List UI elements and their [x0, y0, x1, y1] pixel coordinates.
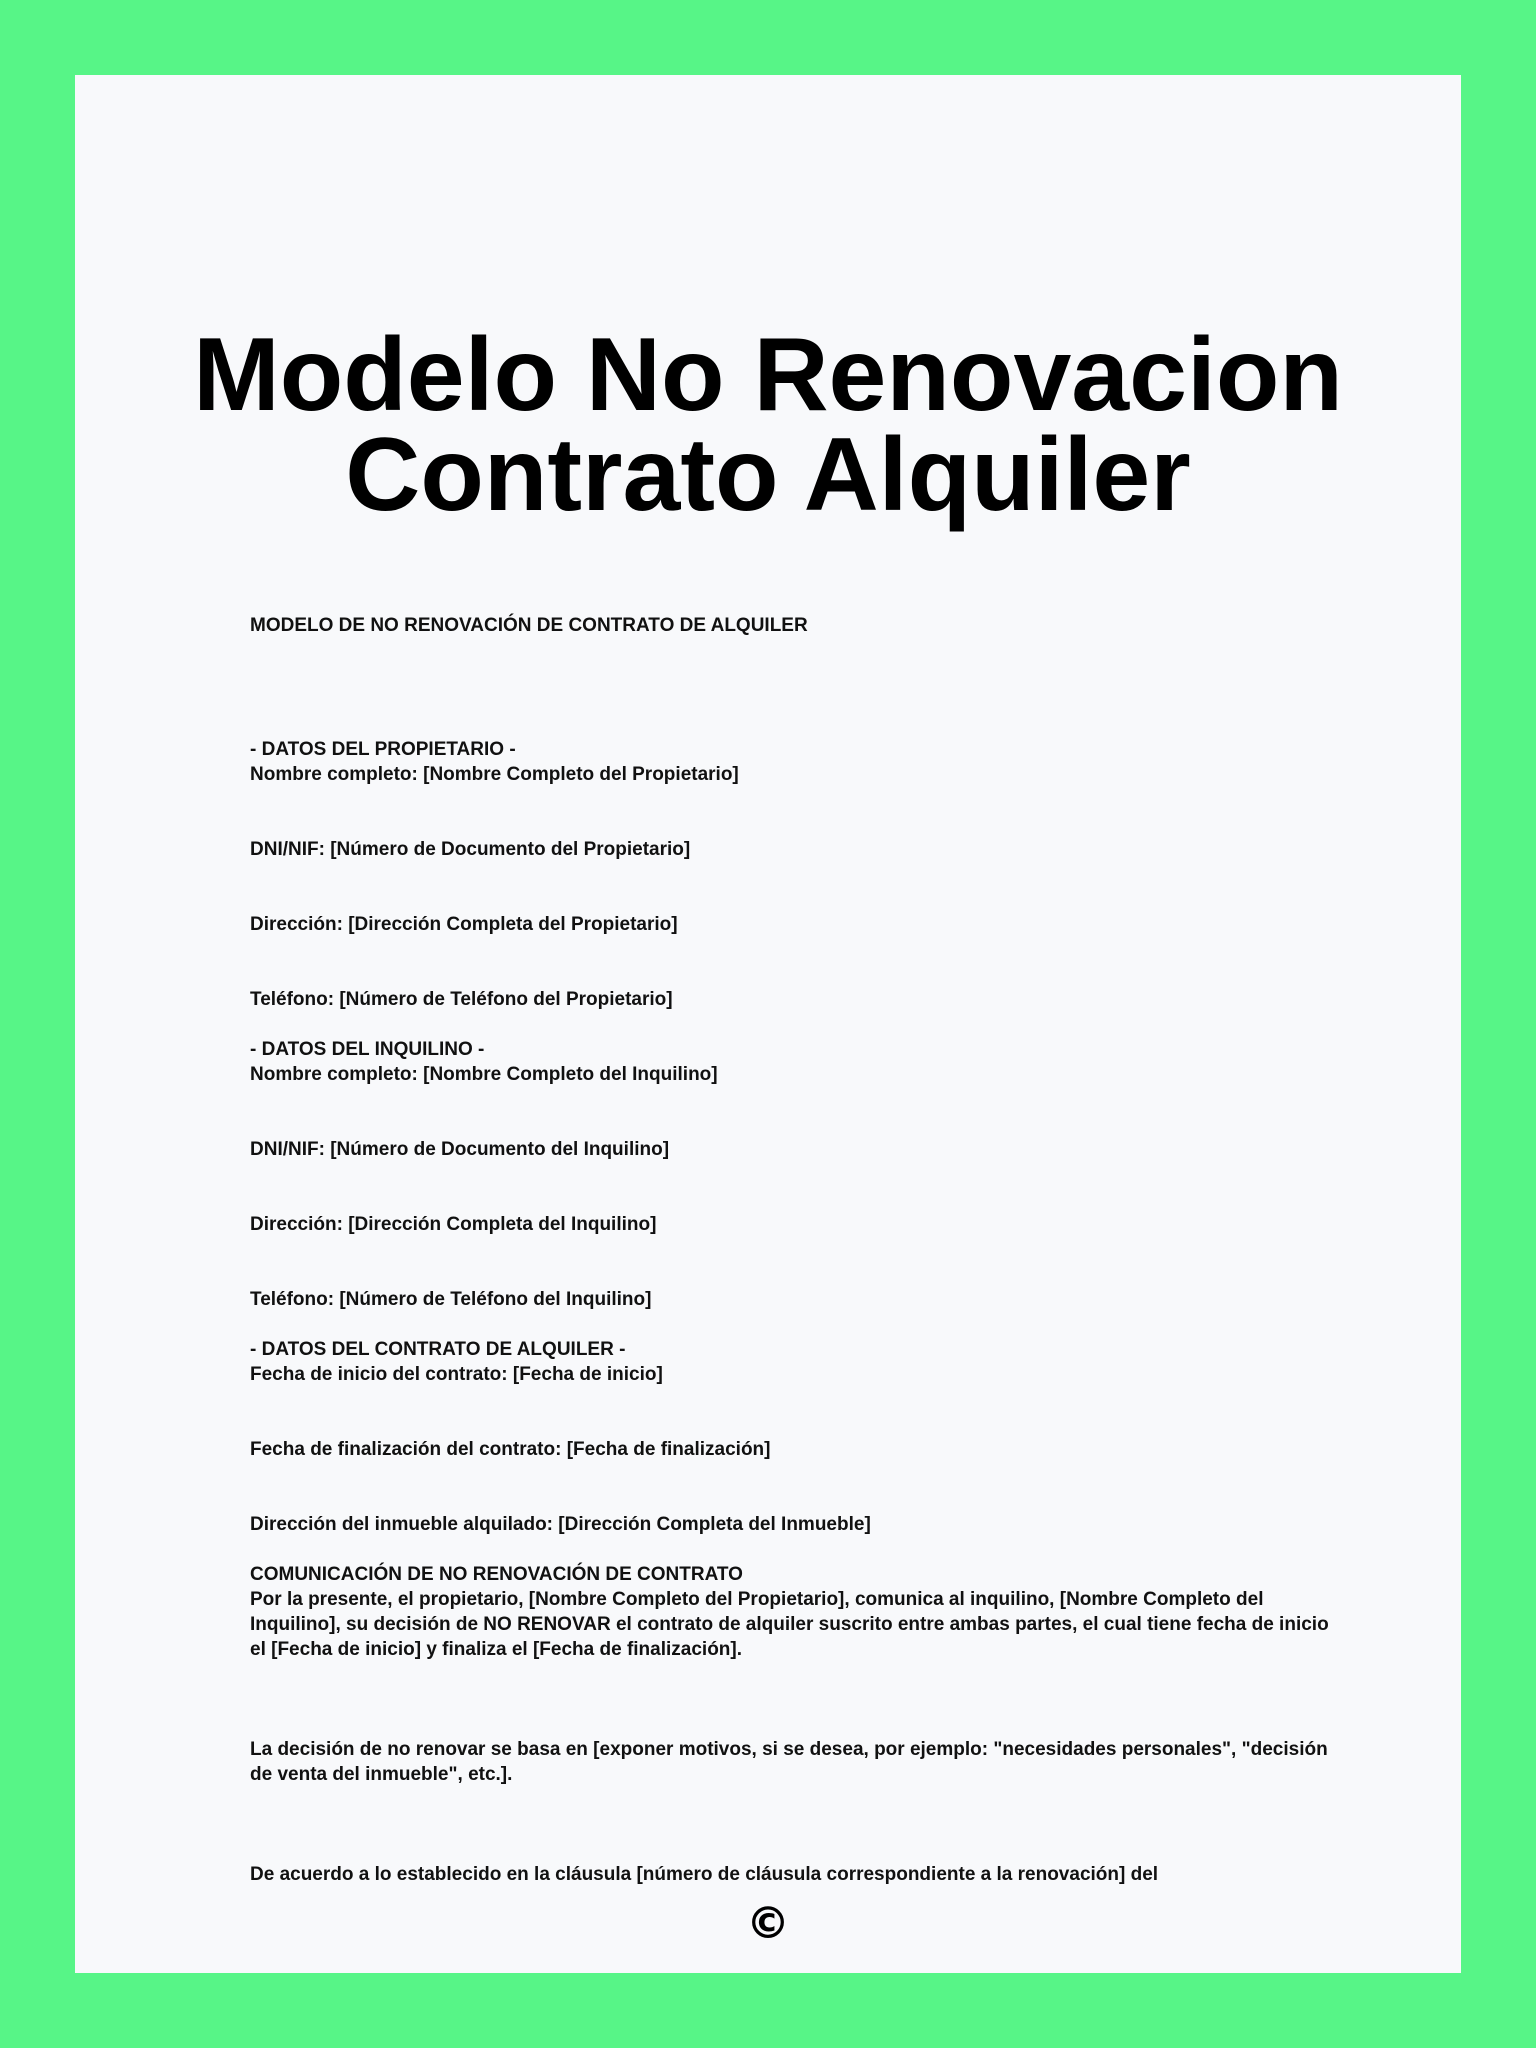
tenant-name: Nombre completo: [Nombre Completo del Inquilino]: [250, 1064, 718, 1085]
tenant-section-title: - DATOS DEL INQUILINO -: [250, 1039, 485, 1060]
title-line-1: Modelo No Renovacion: [193, 317, 1343, 433]
notice-paragraph-3: De acuerdo a lo establecido en la cláusula [número de cláusula correspondiente a la renovación] del: [250, 1864, 1159, 1885]
document-page: [75, 75, 1461, 1973]
notice-paragraph-2: La decisión de no renovar se basa en [exponer motivos, si se desea, por ejemplo: "necesidades personales", "decisión de venta del inmueble", etc.].: [250, 1739, 1328, 1785]
tenant-phone: Teléfono: [Número de Teléfono del Inquilino]: [250, 1289, 652, 1310]
contract-section-title: - DATOS DEL CONTRATO DE ALQUILER -: [250, 1339, 626, 1360]
owner-phone: Teléfono: [Número de Teléfono del Propietario]: [250, 989, 673, 1010]
contract-start-date: Fecha de inicio del contrato: [Fecha de inicio]: [250, 1364, 663, 1385]
contract-property-address: Dirección del inmueble alquilado: [Dirección Completa del Inmueble]: [250, 1514, 871, 1535]
owner-id: DNI/NIF: [Número de Documento del Propietario]: [250, 839, 691, 860]
owner-name: Nombre completo: [Nombre Completo del Propietario]: [250, 764, 739, 785]
notice-section-title: COMUNICACIÓN DE NO RENOVACIÓN DE CONTRATO: [250, 1564, 743, 1585]
owner-address: Dirección: [Dirección Completa del Propietario]: [250, 914, 678, 935]
tenant-id: DNI/NIF: [Número de Documento del Inquilino]: [250, 1139, 670, 1160]
copyright-icon: ©: [746, 1898, 790, 1949]
owner-section-title: - DATOS DEL PROPIETARIO -: [250, 739, 516, 760]
title-line-2: Contrato Alquiler: [345, 417, 1191, 533]
notice-paragraph-1: Por la presente, el propietario, [Nombre Completo del Propietario], comunica al inquilino, [Nombre Completo del Inquilino], su decisión de NO RENOVAR el contrato de alquiler suscrito entre ambas partes, el cual tiene fecha de inicio el [Fecha de inicio] y finaliza el [Fecha de finalización].: [250, 1589, 1329, 1660]
tenant-address: Dirección: [Dirección Completa del Inquilino]: [250, 1214, 657, 1235]
document-heading: MODELO DE NO RENOVACIÓN DE CONTRATO DE ALQUILER: [250, 615, 808, 636]
contract-end-date: Fecha de finalización del contrato: [Fecha de finalización]: [250, 1439, 771, 1460]
document-title: [75, 317, 1461, 533]
